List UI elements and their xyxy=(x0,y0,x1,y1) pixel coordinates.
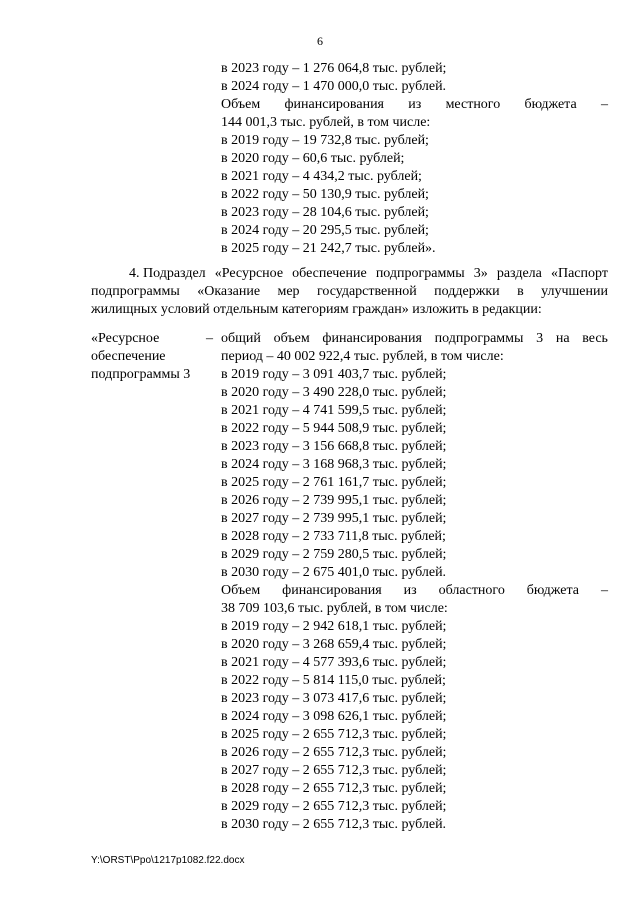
word: в xyxy=(517,284,524,299)
word: из xyxy=(403,583,417,598)
word: бюджета xyxy=(526,583,579,598)
word: областного xyxy=(438,583,505,598)
word: подпрограммы xyxy=(91,284,180,299)
funding-line: в 2022 году – 50 130,9 тыс. рублей; xyxy=(221,187,429,202)
top-funding-block xyxy=(221,60,608,258)
year-line: в 2030 году – 2 655 712,3 тыс. рублей. xyxy=(221,817,447,832)
file-path-footer: Y:\ORST\Ppo\1217p1082.f22.docx xyxy=(91,855,245,866)
year-line: в 2026 году – 2 739 995,1 тыс. рублей; xyxy=(221,493,447,508)
year-line: в 2027 году – 2 739 995,1 тыс. рублей; xyxy=(221,511,447,526)
word: «Оказание xyxy=(197,284,261,299)
year-line: в 2030 году – 2 675 401,0 тыс. рублей. xyxy=(221,565,447,580)
word: 3» xyxy=(473,266,488,281)
funding-line: в 2024 году – 1 470 000,0 тыс. рублей. xyxy=(221,79,447,94)
year-line: в 2023 году – 3 073 417,6 тыс. рублей; xyxy=(221,691,447,706)
word: 3 xyxy=(536,331,544,346)
year-line: в 2029 году – 2 655 712,3 тыс. рублей; xyxy=(221,799,447,814)
year-line: в 2027 году – 2 655 712,3 тыс. рублей; xyxy=(221,763,447,778)
funding-line: в 2024 году – 20 295,5 тыс. рублей; xyxy=(221,223,429,238)
total-line: период – 40 002 922,4 тыс. рублей, в том числе: xyxy=(221,349,504,364)
regional-budget-heading xyxy=(221,582,608,600)
year-line: в 2025 году – 2 655 712,3 тыс. рублей; xyxy=(221,727,447,742)
word: на xyxy=(555,331,570,346)
word: финансирования xyxy=(322,331,422,346)
word: финансирования xyxy=(284,97,384,112)
year-line: в 2028 году – 2 733 711,8 тыс. рублей; xyxy=(221,529,446,544)
year-line: в 2026 году – 2 655 712,3 тыс. рублей; xyxy=(221,745,447,760)
year-line: в 2022 году – 5 814 115,0 тыс. рублей; xyxy=(221,673,446,688)
year-line: в 2020 году – 3 268 659,4 тыс. рублей; xyxy=(221,637,447,652)
local-budget-heading xyxy=(221,96,608,114)
word: финансирования xyxy=(282,583,382,598)
word: мер xyxy=(277,284,300,299)
word: подпрограммы xyxy=(375,266,465,281)
word: местного xyxy=(445,97,501,112)
word: Объем xyxy=(221,97,261,112)
year-line: в 2025 году – 2 761 161,7 тыс. рублей; xyxy=(221,475,447,490)
separator-dash: – xyxy=(206,331,213,346)
word: государственной xyxy=(316,284,417,299)
word: из xyxy=(408,97,422,112)
word: – xyxy=(600,97,608,112)
year-line: в 2020 году – 3 490 228,0 тыс. рублей; xyxy=(221,385,447,400)
label-line: подпрограммы 3 xyxy=(91,367,191,382)
word: 4. Подраздел xyxy=(129,266,206,281)
word: улучшении xyxy=(541,284,608,299)
year-line: в 2021 году – 4 577 393,6 тыс. рублей; xyxy=(221,655,447,670)
word: поддержки xyxy=(434,284,500,299)
funding-line: 144 001,3 тыс. рублей, в том числе: xyxy=(221,115,431,130)
word: – xyxy=(600,583,608,598)
word: бюджета xyxy=(524,97,577,112)
paragraph-4 xyxy=(91,265,608,319)
total-heading xyxy=(221,330,608,348)
paragraph-line xyxy=(91,283,608,301)
year-line: в 2021 году – 4 741 599,5 тыс. рублей; xyxy=(221,403,447,418)
label-line: «Ресурсное xyxy=(91,331,160,346)
paragraph-line xyxy=(91,265,608,283)
word: подпрограммы xyxy=(434,331,524,346)
word: «Паспорт xyxy=(550,266,608,281)
funding-line: в 2023 году – 1 276 064,8 тыс. рублей; xyxy=(221,61,447,76)
label-line: обеспечение xyxy=(91,349,166,364)
page-number: 6 xyxy=(317,34,323,48)
regional-total-line: 38 709 103,6 тыс. рублей, в том числе: xyxy=(221,601,448,616)
year-line: в 2024 году – 3 098 626,1 тыс. рублей; xyxy=(221,709,447,724)
word: Объем xyxy=(221,583,261,598)
year-line: в 2029 году – 2 759 280,5 тыс. рублей; xyxy=(221,547,447,562)
word: «Ресурсное xyxy=(214,266,284,281)
word: объем xyxy=(273,331,310,346)
word: обеспечение xyxy=(292,266,367,281)
word: весь xyxy=(582,331,608,346)
year-line: в 2022 году – 5 944 508,9 тыс. рублей; xyxy=(221,421,447,436)
funding-line: в 2020 году – 60,6 тыс. рублей; xyxy=(221,151,405,166)
year-line: в 2019 году – 3 091 403,7 тыс. рублей; xyxy=(221,367,447,382)
year-line: в 2023 году – 3 156 668,8 тыс. рублей; xyxy=(221,439,447,454)
word: раздела xyxy=(496,266,542,281)
funding-line: в 2023 году – 28 104,6 тыс. рублей; xyxy=(221,205,429,220)
funding-line: в 2019 году – 19 732,8 тыс. рублей; xyxy=(221,133,429,148)
resource-label xyxy=(91,330,201,384)
year-line: в 2028 году – 2 655 712,3 тыс. рублей; xyxy=(221,781,447,796)
year-line: в 2019 году – 2 942 618,1 тыс. рублей; xyxy=(221,619,447,634)
year-line: в 2024 году – 3 168 968,3 тыс. рублей; xyxy=(221,457,447,472)
funding-line: в 2021 году – 4 434,2 тыс. рублей; xyxy=(221,169,422,184)
paragraph-line: жилищных условий отдельным категориям граждан» изложить в редакции: xyxy=(91,302,542,317)
funding-line: в 2025 году – 21 242,7 тыс. рублей». xyxy=(221,241,436,256)
word: общий xyxy=(221,331,261,346)
subprogram-3-funding xyxy=(221,330,608,834)
